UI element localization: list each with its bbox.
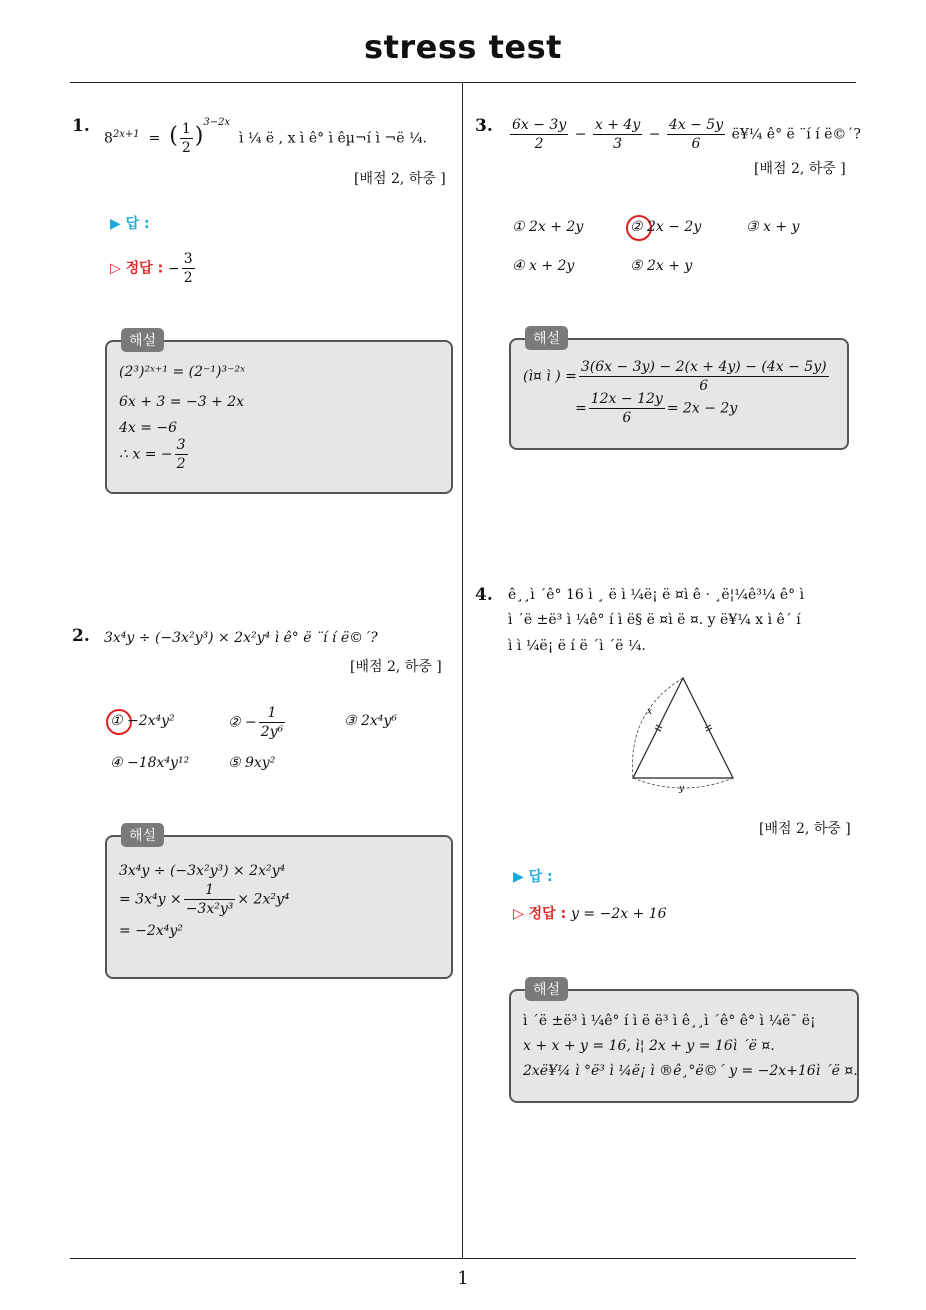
page-title: stress test <box>364 28 562 66</box>
question-text-line: ì ´ë ±ë³ ì ¼ê° í ì ë§ ë ¤ì ë ¤. y ë¥¼ x ì ê´ í <box>508 612 801 628</box>
question-text: $8^{2x+1}$ = ( $\frac{1}{2}$ )$^{3-2x}$ ì ¼ ë , x ì ê° ì êµ¬í ì ¬ë ¼. <box>104 116 427 156</box>
solution-line <box>119 436 190 473</box>
solution-tag: 해설 <box>121 823 164 847</box>
question-text <box>508 116 861 153</box>
solution-prefix: = 3x⁴y × <box>119 891 182 908</box>
correct-value: y = −2x + 16 <box>571 906 667 922</box>
choice-3[interactable]: ③ x + y <box>746 219 800 235</box>
fraction <box>259 704 285 741</box>
question-tail: ì ¼ ë , x ì ê° ì êµ¬í ì ¬ë ¼. <box>238 130 427 147</box>
solution-tag: 해설 <box>525 977 568 1001</box>
points-label: [배점 2, 하중 ] <box>759 821 851 837</box>
numerator: 3 <box>183 251 193 267</box>
denominator: 2 <box>534 136 544 152</box>
solution-tag: 해설 <box>121 328 164 352</box>
fraction <box>184 881 236 918</box>
numerator: 3(6x − 3y) − 2(x + 4y) − (4x − 5y) <box>580 359 827 375</box>
choice-4[interactable]: ④ x + 2y <box>512 258 575 274</box>
solution-box <box>105 828 453 979</box>
points-label: [배점 2, 하중 ] <box>754 161 846 177</box>
solution-suffix: = 2x − 2y <box>666 400 738 417</box>
choice-5[interactable]: ⑤ 2x + y <box>630 258 693 274</box>
denominator: 6 <box>622 410 632 426</box>
numerator: 1 <box>184 881 236 900</box>
numerator: 4x − 5y <box>668 117 724 133</box>
equals-sign: = <box>148 130 161 147</box>
choice-2[interactable] <box>228 704 287 741</box>
question-number: 3. <box>475 116 493 136</box>
choice-1[interactable]: ① 2x + 2y <box>512 219 584 235</box>
denominator: 2 <box>176 456 186 472</box>
solution-prefix: = <box>575 400 587 417</box>
correct-label: ▷ 정답 : <box>513 906 567 922</box>
fraction <box>175 436 188 473</box>
denominator: 3 <box>613 136 623 152</box>
triangle-shape <box>633 678 733 778</box>
question-number: 1. <box>72 116 90 136</box>
base-term: 8 <box>104 130 113 147</box>
solution-box <box>509 331 849 450</box>
sign: − <box>168 260 180 277</box>
side-label-x: x <box>647 707 653 717</box>
correct-answer <box>110 250 197 287</box>
choice-prefix: ② − <box>228 714 257 731</box>
fraction <box>182 250 195 287</box>
solution-box <box>105 333 453 494</box>
question-number: 2. <box>72 626 90 646</box>
solution-line: 6x + 3 = −3 + 2x <box>119 394 245 410</box>
fraction <box>589 390 665 427</box>
header-rule <box>70 82 856 83</box>
choice-2[interactable]: ② 2x − 2y <box>630 219 702 235</box>
exponent: 3−2x <box>203 116 231 128</box>
base-label-y: y <box>679 784 685 794</box>
denominator: 6 <box>691 136 701 152</box>
denominator: 6 <box>699 378 709 394</box>
solution-line: 2xë¥¼ ì °ë³ ì ¼ë¡ ì ®ê¸°ë©´ y = −2x+16ì ´ë ¤. <box>523 1063 858 1079</box>
choice-3[interactable]: ③ 2x⁴y⁶ <box>344 713 397 729</box>
solution-prefix: (ì¤ ì ) = <box>523 368 577 385</box>
question-text-line: ì ì ¼ë¡ ë í ë ´ì ´ë ¼. <box>508 638 646 654</box>
answer-label: ▶ 답 : <box>513 869 553 885</box>
numerator: x + 4y <box>594 117 641 133</box>
question-number: 4. <box>475 585 493 605</box>
denominator: 2y⁶ <box>260 724 284 740</box>
fraction <box>510 116 568 153</box>
correct-label: ▷ 정답 : <box>110 260 164 277</box>
denominator: 2 <box>181 140 191 156</box>
solution-box <box>509 982 859 1103</box>
numerator: 12x − 12y <box>590 391 663 407</box>
solution-line <box>119 881 289 918</box>
numerator: 3 <box>176 437 186 453</box>
points-label: [배점 2, 하중 ] <box>354 171 446 187</box>
solution-line: (2³)²ˣ⁺¹ = (2⁻¹)³⁻²ˣ <box>119 364 246 380</box>
page-number: 1 <box>457 1268 469 1289</box>
minus-sign: − <box>574 126 587 143</box>
numerator: 1 <box>181 121 191 137</box>
denominator: 2 <box>183 270 193 286</box>
solution-prefix: ∴ x = − <box>119 446 173 463</box>
exponent: 2x+1 <box>112 128 140 140</box>
points-label: [배점 2, 하중 ] <box>350 659 442 675</box>
solution-line: 3x⁴y ÷ (−3x²y³) × 2x²y⁴ <box>119 863 286 879</box>
footer-rule <box>70 1258 856 1259</box>
choice-5[interactable]: ⑤ 9xy² <box>228 755 276 771</box>
numerator: 1 <box>259 704 285 723</box>
solution-line: 4x = −6 <box>119 420 178 436</box>
choice-1[interactable]: ① −2x⁴y² <box>110 713 175 729</box>
numerator: 6x − 3y <box>512 117 567 133</box>
choice-4[interactable]: ④ −18x⁴y¹² <box>110 755 190 771</box>
fraction <box>667 116 725 153</box>
isosceles-triangle-figure <box>625 672 745 796</box>
solution-line: ì ´ë ±ë³ ì ¼ê° í ì ë ë³ ì ê¸¸ì ´ê° ê° ì ¼ë¯ ë¡ <box>523 1013 816 1029</box>
minus-sign: − <box>648 126 661 143</box>
solution-line: = −2x⁴y² <box>119 923 183 939</box>
question-text: 3x⁴y ÷ (−3x²y³) × 2x²y⁴ ì ê° ë ¨í í ë©´? <box>104 630 378 646</box>
question-text-line: ê¸¸ì ´ê° 16 ì ¸ ë ì ¼ë¡ ë ¤ì ê · ¸ë¦¼ê³¼ ê° ì <box>508 587 805 603</box>
answer-label: ▶ 답 : <box>110 216 150 232</box>
fraction <box>593 116 642 153</box>
fraction <box>180 120 193 157</box>
solution-tag: 해설 <box>525 326 568 350</box>
question-tail: ë¥¼ ê° ë ¨í í ë©´? <box>731 126 861 143</box>
denominator: −3x²y³ <box>185 901 234 917</box>
correct-answer <box>513 903 667 923</box>
solution-suffix: × 2x²y⁴ <box>237 891 290 908</box>
column-divider <box>462 83 463 1259</box>
solution-line: x + x + y = 16, ì¦ 2x + y = 16ì ´ë ¤. <box>523 1038 775 1054</box>
solution-line <box>575 390 737 427</box>
